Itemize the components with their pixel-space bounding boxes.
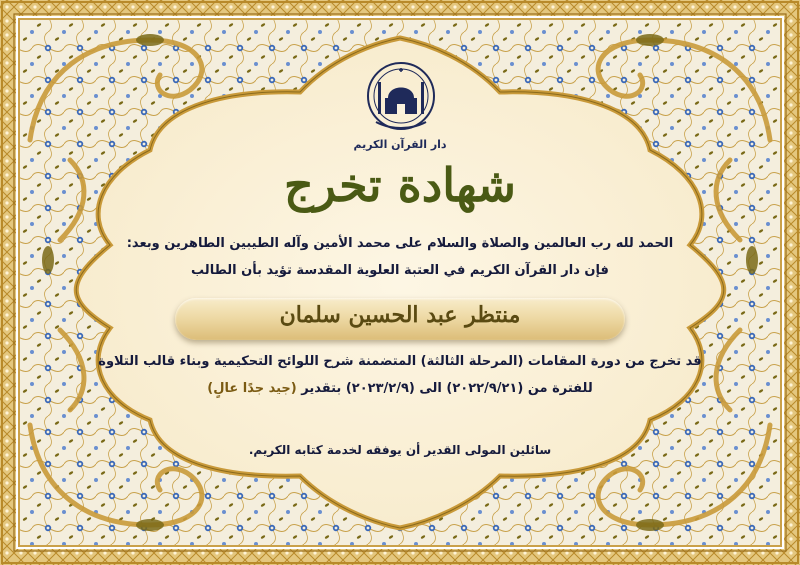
student-name: منتظر عبد الحسين سلمان [279, 302, 521, 328]
intro-line: فإن دار القرآن الكريم في العتبة العلوية المقدسة تؤيد بأن الطالب [191, 263, 609, 278]
closing-line: سائلين المولى القدير أن يوفقه لخدمة كتابه الكريم. [248, 443, 552, 457]
grade-text: (جيد جدًا عالٍ) [207, 381, 297, 396]
shrine-dome-emblem-icon [366, 60, 436, 138]
course-line: قد تخرج من دورة المقامات (المرحلة الثالثة) المتضمنة شرح اللوائح التحكيمية وبناء قالب التلاوة [98, 354, 702, 369]
period-line [0, 381, 800, 396]
logo-caption: دار القرآن الكريم [353, 138, 447, 151]
period-text: للفترة من (٢٠٢٢/٩/٢١) الى (٢٠٢٣/٢/٩) بتقدير [301, 381, 593, 396]
certificate-title: شهادة تخرج [284, 158, 516, 212]
opening-line: الحمد لله رب العالمين والصلاة والسلام على محمد الأمين وآله الطيبين الطاهرين وبعد: [126, 236, 674, 251]
